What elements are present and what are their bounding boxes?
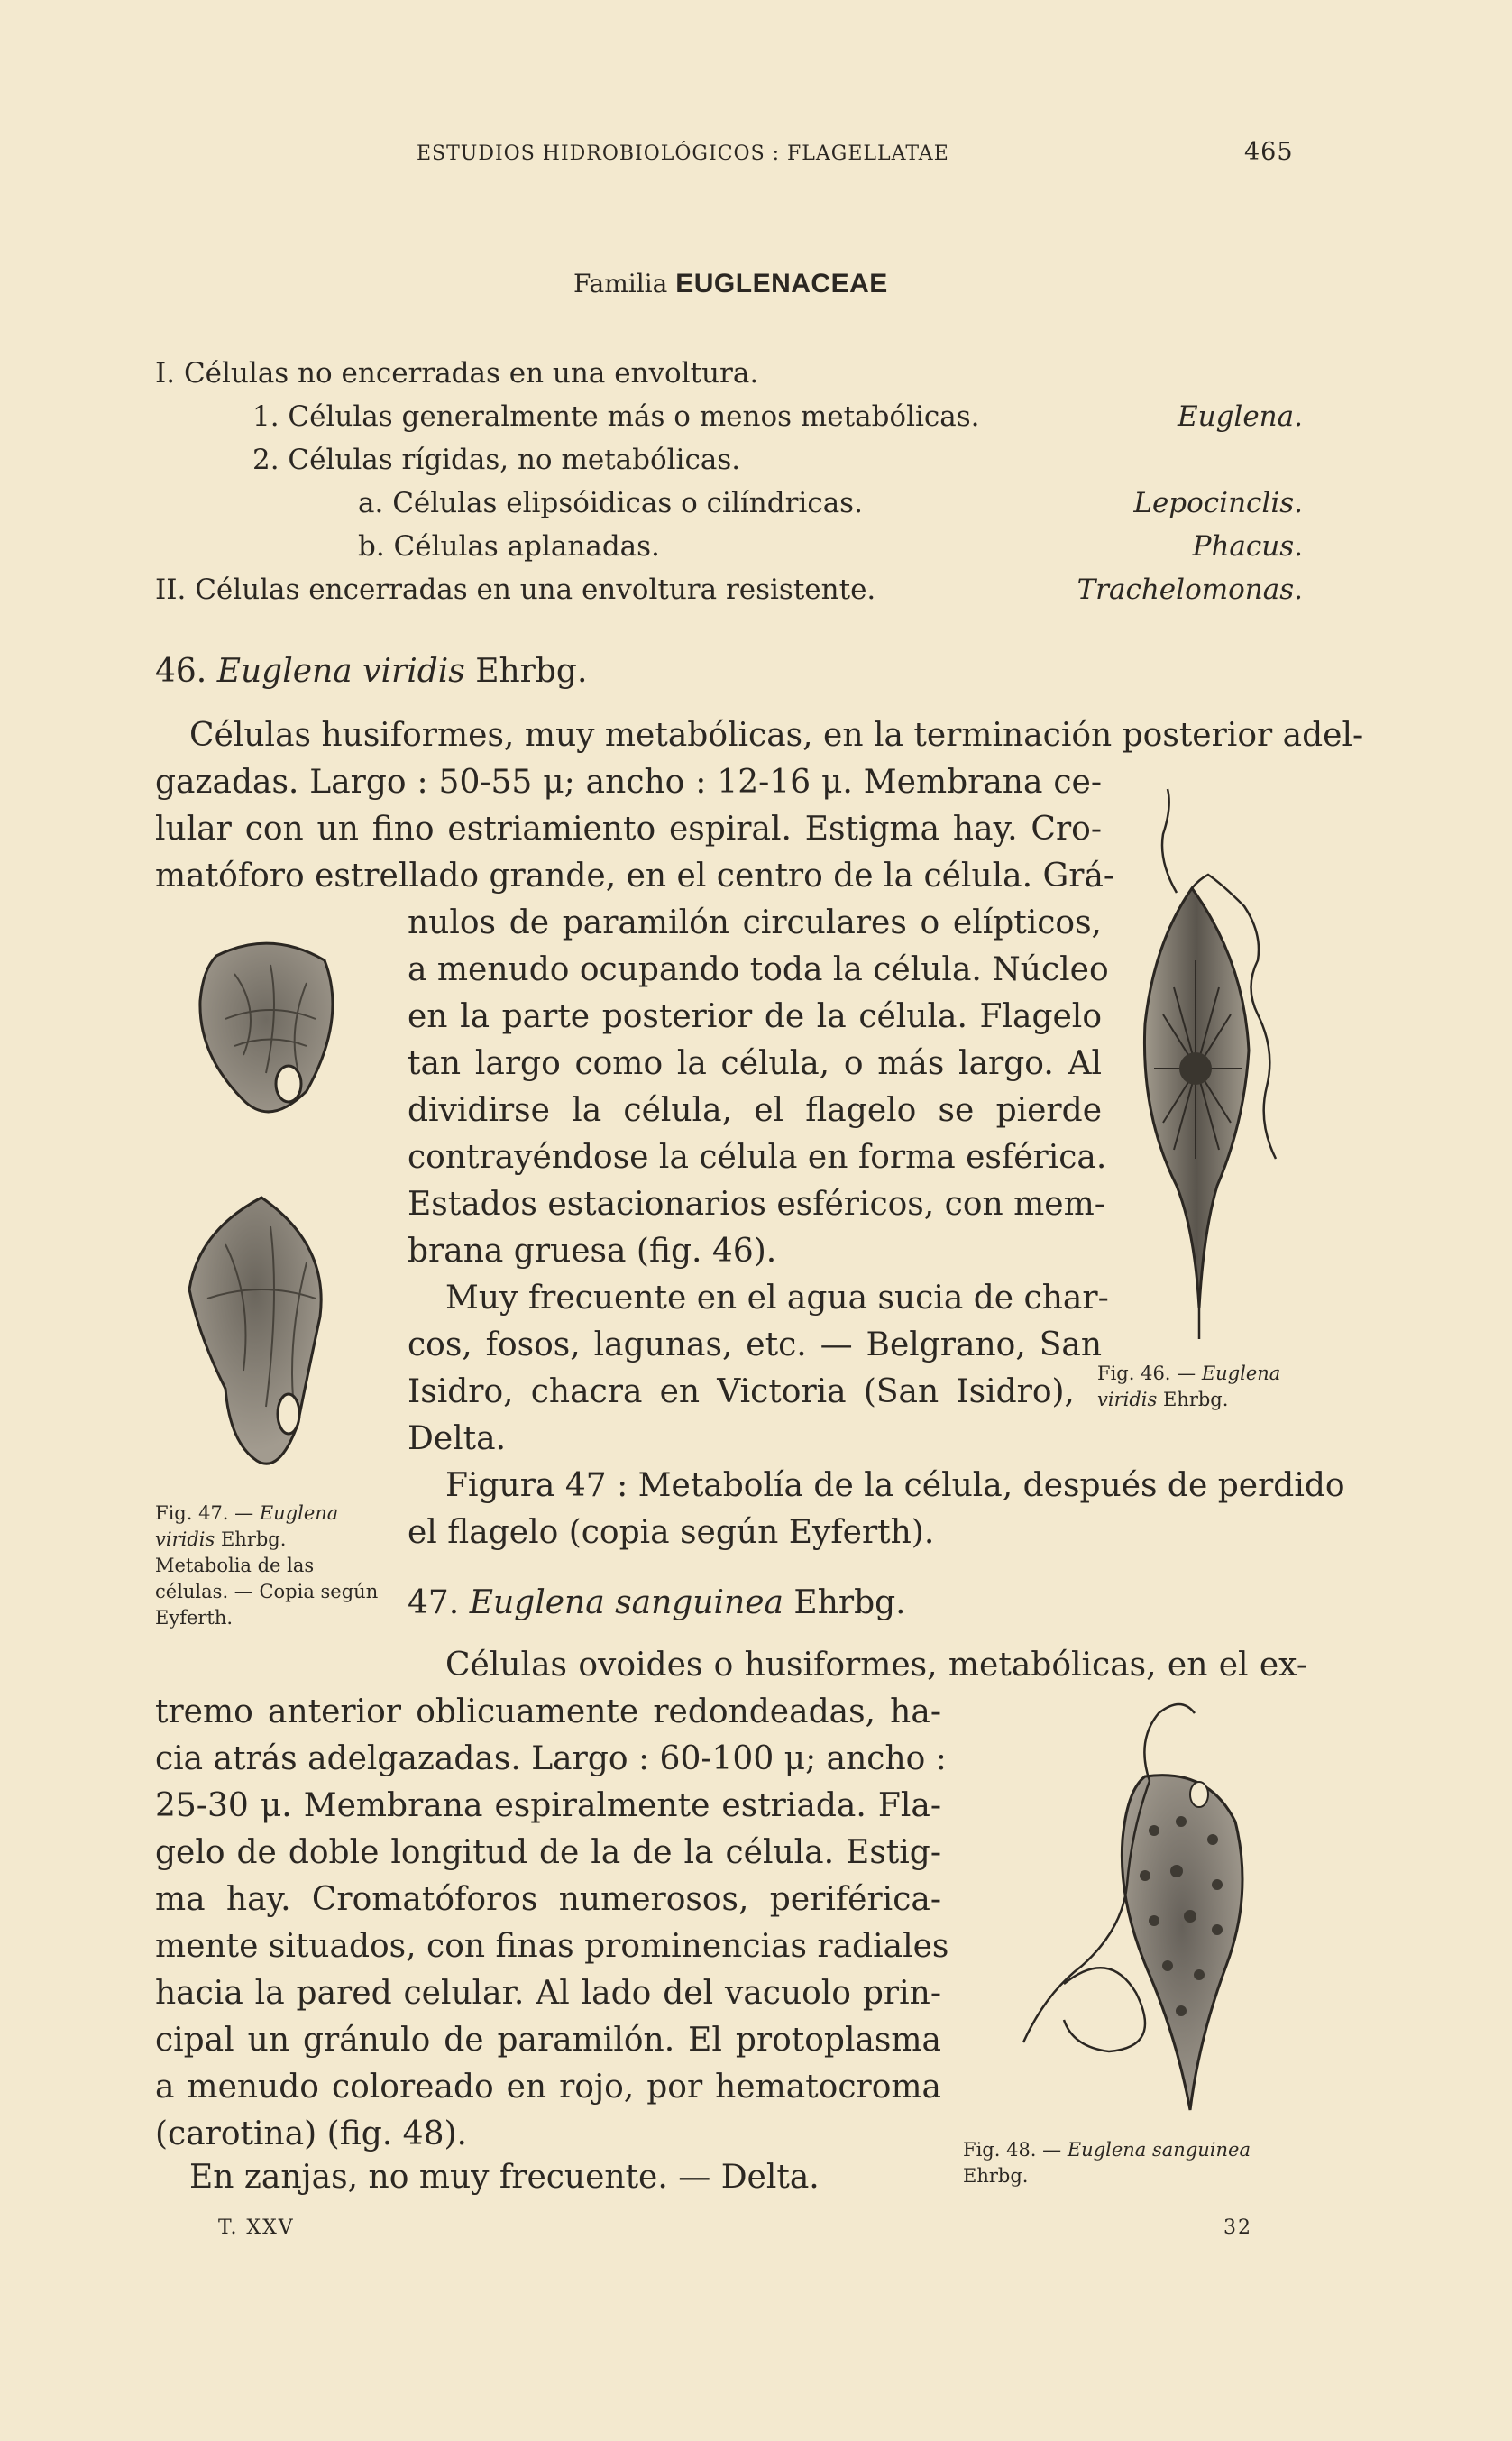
text-line: a menudo ocupando toda la célula. Núcleo bbox=[408, 951, 1109, 988]
text-line: cos, fosos, lagunas, etc. — Belgrano, San bbox=[408, 1326, 1102, 1363]
text-line: cipal un gránulo de paramilón. El protoplasma bbox=[155, 2022, 941, 2059]
species-46-heading: 46. Euglena viridis Ehrbg. bbox=[155, 653, 588, 690]
text-line: ma hay. Cromatóforos numerosos, periférica- bbox=[155, 1881, 941, 1918]
key-genus: Phacus. bbox=[1192, 530, 1303, 563]
key-line: I. Células no encerradas en una envoltura. bbox=[155, 357, 759, 390]
text-line: nulos de paramilón circulares o elípticos, bbox=[408, 904, 1102, 941]
key-line: b. Células aplanadas. bbox=[358, 530, 660, 563]
key-genus: Euglena. bbox=[1177, 400, 1303, 433]
text-line: Estados estacionarios esféricos, con mem- bbox=[408, 1186, 1105, 1223]
text-line: cia atrás adelgazadas. Largo : 60-100 μ; ancho : bbox=[155, 1740, 947, 1777]
text-line: tan largo como la célula, o más largo. Al bbox=[408, 1045, 1102, 1082]
text-line: Células husiformes, muy metabólicas, en la terminación posterior adel- bbox=[189, 717, 1364, 754]
text-line: Células ovoides o husiformes, metabólicas, en el ex- bbox=[445, 1647, 1307, 1684]
key-line: 1. Células generalmente más o menos metabólicas. bbox=[252, 400, 980, 433]
text-line: mente situados, con finas prominencias radiales bbox=[155, 1928, 949, 1965]
figure-46-caption: Fig. 46. — Euglena viridis Ehrbg. bbox=[1097, 1363, 1281, 1410]
text-line: tremo anterior oblicuamente redondeadas, ha- bbox=[155, 1693, 941, 1730]
text-line: Isidro, chacra en Victoria (San Isidro), bbox=[408, 1373, 1075, 1410]
species-47-heading: 47. Euglena sanguinea Ehrbg. bbox=[408, 1584, 906, 1621]
key-line: II. Células encerradas en una envoltura resistente. bbox=[155, 574, 876, 606]
text-line: gelo de doble longitud de la de la célula. Estig- bbox=[155, 1834, 941, 1871]
key-line: a. Células elipsóidicas o cilíndricas. bbox=[358, 487, 863, 519]
figure-46-euglena-viridis bbox=[1109, 780, 1343, 1357]
figure-48-euglena-sanguinea bbox=[956, 1695, 1316, 2137]
text-line: Delta. bbox=[408, 1420, 507, 1457]
text-line: contrayéndose la célula en forma esférica. bbox=[408, 1139, 1107, 1176]
text-line: (carotina) (fig. 48). bbox=[155, 2115, 467, 2152]
figure-48-caption: Fig. 48. — Euglena sanguinea Ehrbg. bbox=[963, 2139, 1251, 2187]
text-line: gazadas. Largo : 50-55 μ; ancho : 12-16 μ. Membrana ce- bbox=[155, 764, 1102, 801]
footer-signature: 32 bbox=[1223, 2216, 1252, 2239]
key-line: 2. Células rígidas, no metabólicas. bbox=[252, 444, 741, 476]
text-line: a menudo coloreado en rojo, por hematocroma bbox=[155, 2069, 941, 2106]
footer-volume: T. XXV bbox=[218, 2216, 295, 2239]
text-line: el flagelo (copia según Eyferth). bbox=[408, 1514, 935, 1551]
text-line: lular con un fino estriamiento espiral. Estigma hay. Cro- bbox=[155, 811, 1102, 848]
text-line: Muy frecuente en el agua sucia de char- bbox=[445, 1280, 1109, 1317]
family-heading bbox=[573, 269, 888, 299]
key-genus: Lepocinclis. bbox=[1133, 487, 1303, 519]
text-line: en la parte posterior de la célula. Flagelo bbox=[408, 998, 1102, 1035]
page-number: 465 bbox=[1244, 138, 1294, 166]
running-title: ESTUDIOS HIDROBIOLÓGICOS : FLAGELLATAE bbox=[417, 142, 949, 165]
text-line: hacia la pared celular. Al lado del vacuolo prin- bbox=[155, 1975, 941, 2012]
key-genus: Trachelomonas. bbox=[1077, 574, 1303, 606]
text-line: dividirse la célula, el flagelo se pierde bbox=[408, 1092, 1102, 1129]
text-line: brana gruesa (fig. 46). bbox=[408, 1233, 777, 1270]
figure-47-cell-upper bbox=[180, 920, 361, 1136]
text-line: Figura 47 : Metabolía de la célula, después de perdido bbox=[445, 1467, 1345, 1504]
text-line: En zanjas, no muy frecuente. — Delta. bbox=[189, 2159, 820, 2196]
family-prefix: Familia bbox=[573, 269, 668, 298]
figure-47-cell-lower bbox=[171, 1190, 352, 1479]
text-line: matóforo estrellado grande, en el centro de la célula. Grá- bbox=[155, 858, 1115, 895]
text-line: 25-30 μ. Membrana espiralmente estriada. Fla- bbox=[155, 1787, 941, 1824]
figure-47-caption: Fig. 47. — Euglena viridis Ehrbg. Metabolia de las células. — Copia según Eyferth. bbox=[155, 1502, 379, 1629]
family-name: EUGLENACEAE bbox=[675, 269, 888, 298]
